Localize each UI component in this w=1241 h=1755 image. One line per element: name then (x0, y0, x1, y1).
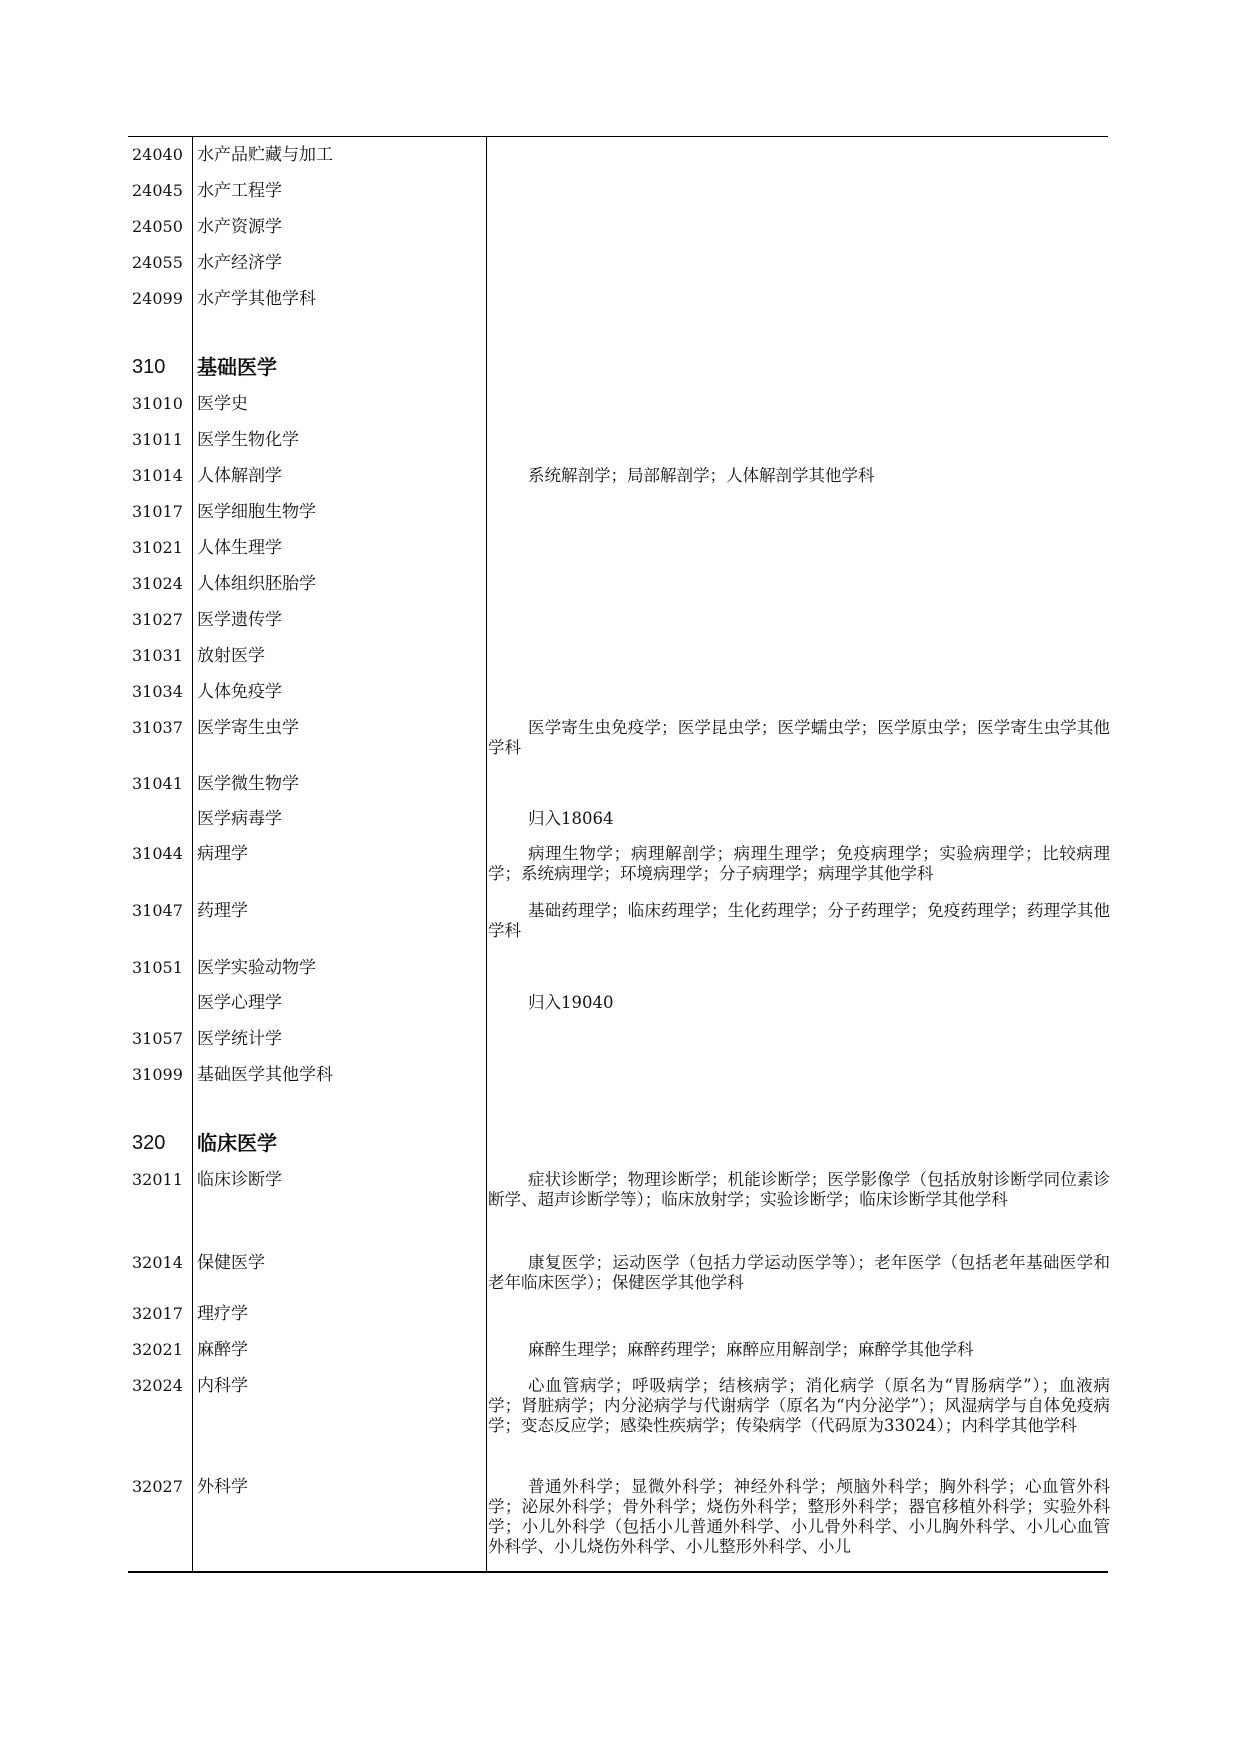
discipline-name: 放射医学 (197, 646, 265, 666)
discipline-name: 医学细胞生物学 (197, 502, 316, 522)
discipline-code: 31010 (132, 394, 183, 413)
discipline-name: 外科学 (197, 1477, 248, 1497)
discipline-code: 31044 (132, 844, 183, 863)
section-title: 基础医学 (197, 355, 277, 379)
discipline-name: 病理学 (197, 844, 248, 864)
discipline-code: 31047 (132, 901, 183, 920)
discipline-code: 31099 (132, 1065, 183, 1084)
discipline-name: 基础医学其他学科 (197, 1065, 333, 1085)
discipline-code: 32027 (132, 1477, 183, 1496)
discipline-subfields: 基础药理学；临床药理学；生化药理学；分子药理学；免疫药理学；药理学其他学科 (488, 901, 1110, 940)
discipline-code: 31041 (132, 774, 183, 793)
discipline-code: 31031 (132, 646, 183, 665)
discipline-subfields: 归入18064 (528, 809, 614, 828)
discipline-code: 24099 (132, 289, 183, 308)
discipline-name: 医学生物化学 (197, 430, 299, 450)
discipline-code: 24040 (132, 145, 183, 164)
discipline-subfields: 系统解剖学；局部解剖学；人体解剖学其他学科 (528, 466, 875, 485)
discipline-code: 24050 (132, 217, 183, 236)
discipline-code: 24055 (132, 253, 183, 272)
discipline-code: 32011 (132, 1170, 183, 1189)
discipline-code: 31021 (132, 538, 183, 557)
section-title: 临床医学 (197, 1131, 277, 1155)
discipline-name: 内科学 (197, 1376, 248, 1396)
discipline-code: 31034 (132, 682, 183, 701)
discipline-name: 医学心理学 (197, 993, 282, 1013)
discipline-name: 人体生理学 (197, 538, 282, 558)
discipline-code: 31017 (132, 502, 183, 521)
discipline-name: 医学病毒学 (197, 809, 282, 829)
discipline-name: 保健医学 (197, 1253, 265, 1273)
discipline-code: 31051 (132, 958, 183, 977)
discipline-code: 31037 (132, 718, 183, 737)
discipline-code: 32021 (132, 1340, 183, 1359)
discipline-subfields: 医学寄生虫免疫学；医学昆虫学；医学蠕虫学；医学原虫学；医学寄生虫学其他学科 (488, 718, 1110, 757)
discipline-subfields: 归入19040 (528, 993, 614, 1012)
discipline-name: 医学寄生虫学 (197, 718, 299, 738)
section-code: 310 (132, 356, 166, 378)
discipline-subfields: 普通外科学；显微外科学；神经外科学；颅脑外科学；胸外科学；心血管外科学；泌尿外科学；骨外科学；烧伤外科学；整形外科学；器官移植外科学；实验外科学；小儿外科学（包括小儿普通外科学、小儿骨外科学、小儿胸外科学、小儿心血管外科学、小儿烧伤外科学、小儿整形外科学、小儿 (488, 1477, 1110, 1556)
discipline-code: 31014 (132, 466, 183, 485)
discipline-subfields: 康复医学；运动医学（包括力学运动医学等）；老年医学（包括老年基础医学和老年临床医学）；保健医学其他学科 (488, 1253, 1110, 1292)
discipline-code: 24045 (132, 181, 183, 200)
discipline-name: 人体免疫学 (197, 682, 282, 702)
discipline-name: 医学实验动物学 (197, 958, 316, 978)
discipline-name: 理疗学 (197, 1304, 248, 1324)
discipline-subfields: 麻醉生理学；麻醉药理学；麻醉应用解剖学；麻醉学其他学科 (528, 1340, 974, 1359)
discipline-name: 水产品贮藏与加工 (197, 145, 333, 165)
discipline-code: 32024 (132, 1376, 183, 1395)
discipline-code: 32014 (132, 1253, 183, 1272)
discipline-code: 32017 (132, 1304, 183, 1323)
discipline-name: 人体组织胚胎学 (197, 574, 316, 594)
discipline-name: 医学统计学 (197, 1029, 282, 1049)
discipline-code: 31027 (132, 610, 183, 629)
discipline-name: 水产工程学 (197, 181, 282, 201)
discipline-code: 31057 (132, 1029, 183, 1048)
discipline-name: 人体解剖学 (197, 466, 282, 486)
discipline-name: 临床诊断学 (197, 1170, 282, 1190)
section-code: 320 (132, 1132, 166, 1154)
discipline-name: 水产资源学 (197, 217, 282, 237)
discipline-subfields: 心血管病学；呼吸病学；结核病学；消化病学（原名为“胃肠病学”）；血液病学；肾脏病学；内分泌病学与代谢病学（原名为“内分泌学”）；风湿病学与自体免疫病学；变态反应学；感染性疾病学；传染病学（代码原为33024）；内科学其他学科 (488, 1376, 1110, 1435)
discipline-code: 31011 (132, 430, 183, 449)
discipline-name: 药理学 (197, 901, 248, 921)
discipline-subfields: 病理生物学；病理解剖学；病理生理学；免疫病理学；实验病理学；比较病理学；系统病理学；环境病理学；分子病理学；病理学其他学科 (488, 844, 1110, 883)
discipline-name: 医学微生物学 (197, 774, 299, 794)
discipline-name: 医学遗传学 (197, 610, 282, 630)
discipline-name: 水产经济学 (197, 253, 282, 273)
discipline-code: 31024 (132, 574, 183, 593)
discipline-name: 医学史 (197, 394, 248, 414)
discipline-name: 水产学其他学科 (197, 289, 316, 309)
discipline-subfields: 症状诊断学；物理诊断学；机能诊断学；医学影像学（包括放射诊断学同位素诊断学、超声诊断学等）；临床放射学；实验诊断学；临床诊断学其他学科 (488, 1170, 1110, 1209)
discipline-name: 麻醉学 (197, 1340, 248, 1360)
